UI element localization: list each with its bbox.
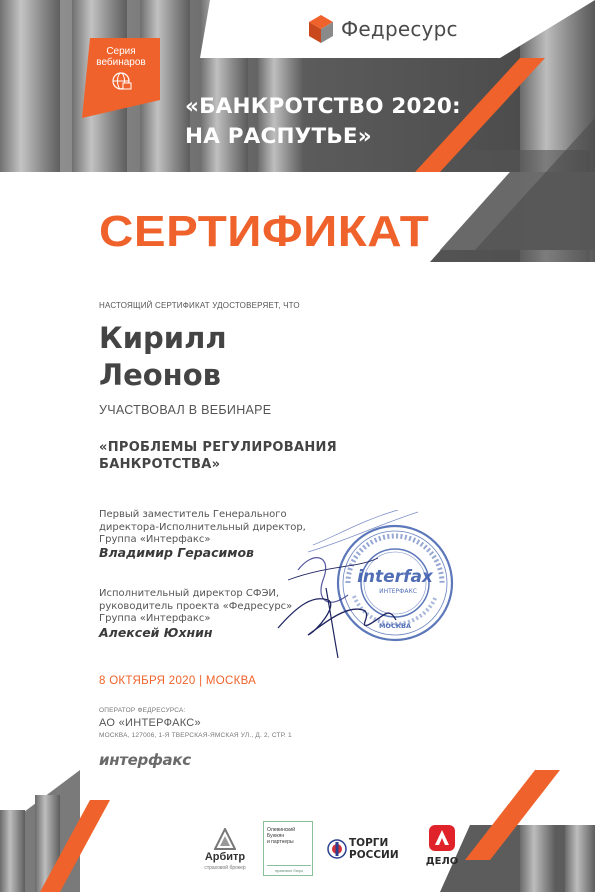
signatory-2-role: Исполнительный директор СФЭИ, руководитель проекта «Федресурс» Группа «Интерфакс»: [99, 588, 293, 624]
webinar-series-title: «БАНКРОТСТВО 2020: НА РАСПУТЬЕ»: [185, 94, 461, 149]
participation-text: УЧАСТВОВАЛ В ВЕБИНАРЕ: [99, 403, 272, 417]
certificate-intro: НАСТОЯЩИЙ СЕРТИФИКАТ УДОСТОВЕРЯЕТ, ЧТО: [99, 301, 300, 310]
header-banner: [0, 0, 595, 262]
stamp-sub-text: ИНТЕРФАКС: [379, 588, 417, 595]
globe-monitor-icon: [110, 70, 132, 92]
fedresurs-cube-icon: [308, 14, 334, 44]
webinar-series-badge: [82, 38, 160, 118]
signatory-2-name: Алексей Юхнин: [99, 625, 213, 640]
operator-address: МОСКВА, 127006, 1-Я ТВЕРСКАЯ-ЯМСКАЯ УЛ., Д. 2, СТР. 1: [99, 732, 292, 739]
signatory-1-name: Владимир Герасимов: [99, 545, 254, 560]
recipient-last-name: Леонов: [99, 358, 221, 392]
recipient-first-name: Кирилл: [99, 321, 227, 355]
date-separator: |: [199, 675, 203, 687]
partner-arbitr: Арбитр страховой брокер: [198, 826, 252, 878]
torgi-emblem-icon: [327, 839, 347, 859]
webinar-title: «ПРОБЛЕМЫ РЕГУЛИРОВАНИЯ БАНКРОТСТВА»: [99, 440, 337, 472]
event-date-location: [99, 675, 256, 687]
partner-olevinsky: Олевинский Буюкян и партнеры правовое бюро: [263, 821, 313, 876]
certificate-heading: СЕРТИФИКАТ: [99, 207, 430, 256]
delo-logo-icon: [428, 824, 456, 852]
arbitr-triangle-icon: [214, 828, 236, 850]
operator-name: АО «ИНТЕРФАКС»: [99, 717, 201, 729]
recipient-name: [99, 320, 227, 394]
partner-torgi-rossii: ТОРГИ РОССИИ: [327, 836, 407, 864]
fedresurs-logo: [308, 12, 458, 46]
event-date: 8 ОКТЯБРЯ 2020: [99, 675, 196, 687]
handwritten-signature: [268, 510, 468, 660]
interfax-logo: интерфакс: [99, 751, 191, 769]
event-city: МОСКВА: [205, 675, 257, 687]
stamp-city: МОСКВА: [378, 622, 412, 630]
stamp-center-text: interfax: [357, 567, 433, 587]
signatory-1-role: Первый заместитель Генерального директора-Исполнительный директор, Группа «Интерфакс»: [99, 509, 306, 545]
operator-label: ОПЕРАТОР ФЕДРЕСУРСА:: [99, 707, 186, 714]
badge-text: Серия вебинаров: [96, 46, 146, 68]
partner-delo: ДЕЛО: [422, 824, 462, 874]
brand-name: Федресурс: [341, 17, 458, 41]
